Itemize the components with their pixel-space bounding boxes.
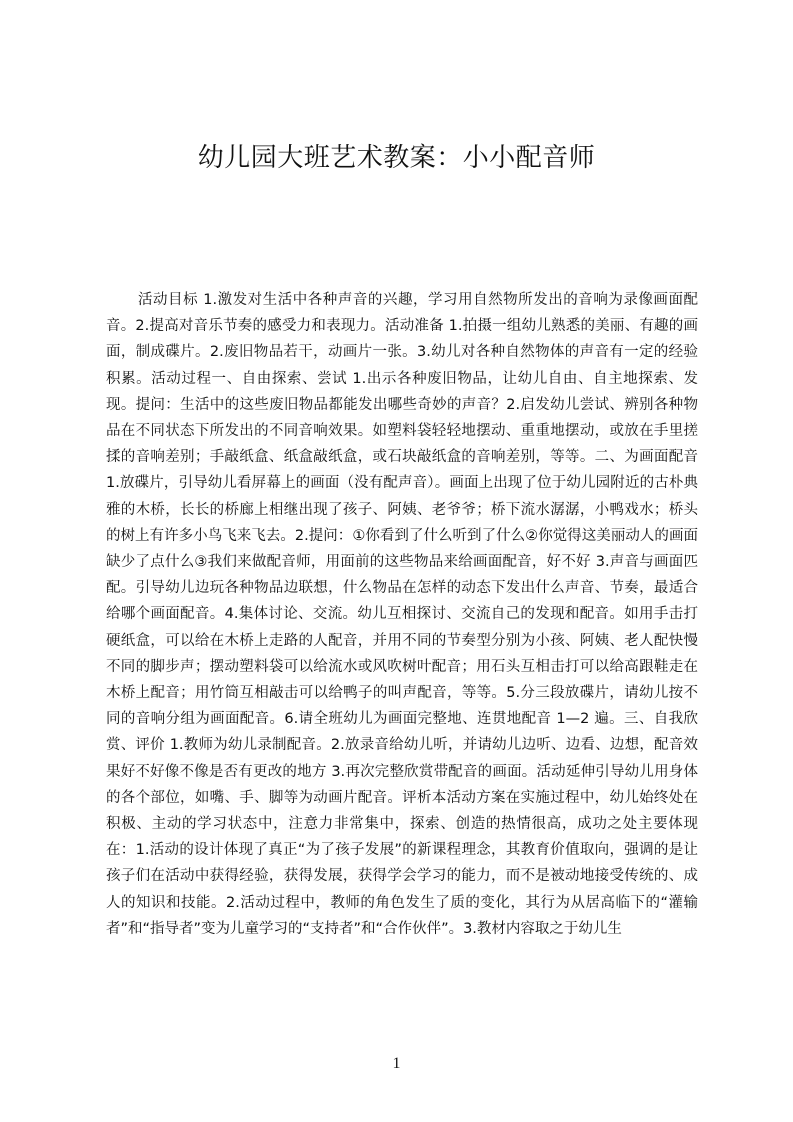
page-number: 1: [392, 1055, 401, 1072]
body-paragraph: 活动目标 1.激发对生活中各种声音的兴趣，学习用自然物所发出的音响为录像画面配音。2.提高对音乐节奏的感受力和表现力。活动准备 1.拍摄一组幼儿熟悉的美丽、有趣的画面，制成碟片。2.废旧物品若干，动画片一张。3.幼儿对各种自然物体的声音有一定的经验积累。活动过程一、自由探索、尝试 1.出示各种废旧物品，让幼儿自由、自主地探索、发现。提问：生活中的这些废旧物品都能发出哪些奇妙的声音？2.启发幼儿尝试、辨别各种物品在不同状态下所发出的不同音响效果。如塑料袋轻轻地摆动、重重地摆动，或放在手里搓揉的音响差别；手敲纸盒、纸盒敲纸盒，或石块敲纸盒的音响差别，等等。二、为画面配音 1.放碟片，引导幼儿看屏幕上的画面（没有配声音）。画面上出现了位于幼儿园附近的古朴典雅的木桥，长长的桥廊上相继出现了孩子、阿姨、老爷爷；桥下流水潺潺，小鸭戏水；桥头的树上有许多小鸟飞来飞去。2.提问：①你看到了什么听到了什么②你觉得这美丽动人的画面缺少了点什么③我们来做配音师，用面前的这些物品来给画面配音，好不好 3.声音与画面匹配。引导幼儿边玩各种物品边联想，什么物品在怎样的动态下发出什么声音、节奏，最适合给哪个画面配音。4.集体讨论、交流。幼儿互相探讨、交流自己的发现和配音。如用手击打硬纸盒，可以给在木桥上走路的人配音，并用不同的节奏型分别为小孩、阿姨、老人配快慢不同的脚步声；摆动塑料袋可以给流水或风吹树叶配音；用石头互相击打可以给高跟鞋走在木桥上配音；用竹筒互相敲击可以给鸭子的叫声配音，等等。5.分三段放碟片，请幼儿按不同的音响分组为画面配音。6.请全班幼儿为画面完整地、连贯地配音 1—2 遍。三、自我欣赏、评价 1.教师为幼儿录制配音。2.放录音给幼儿听，并请幼儿边听、边看、边想，配音效果好不好像不像是否有更改的地方 3.再次完整欣赏带配音的画面。活动延伸引导幼儿用身体的各个部位，如嘴、手、脚等为动画片配音。评析本活动方案在实施过程中，幼儿始终处在积极、主动的学习状态中，注意力非常集中，探索、创造的热情很高，成功之处主要体现在：1.活动的设计体现了真正“为了孩子发展”的新课程理念，其教育价值取向，强调的是让孩子们在活动中获得经验，获得发展，获得学会学习的能力，而不是被动地接受传统的、成人的知识和技能。2.活动过程中，教师的角色发生了质的变化，其行为从居高临下的“灌输者”和“指导者”变为儿童学习的“支持者”和“合作伙伴”。3.教材内容取之于幼儿生: [106, 292, 698, 937]
page-title: 幼儿园大班艺术教案：小小配音师: [197, 143, 596, 173]
